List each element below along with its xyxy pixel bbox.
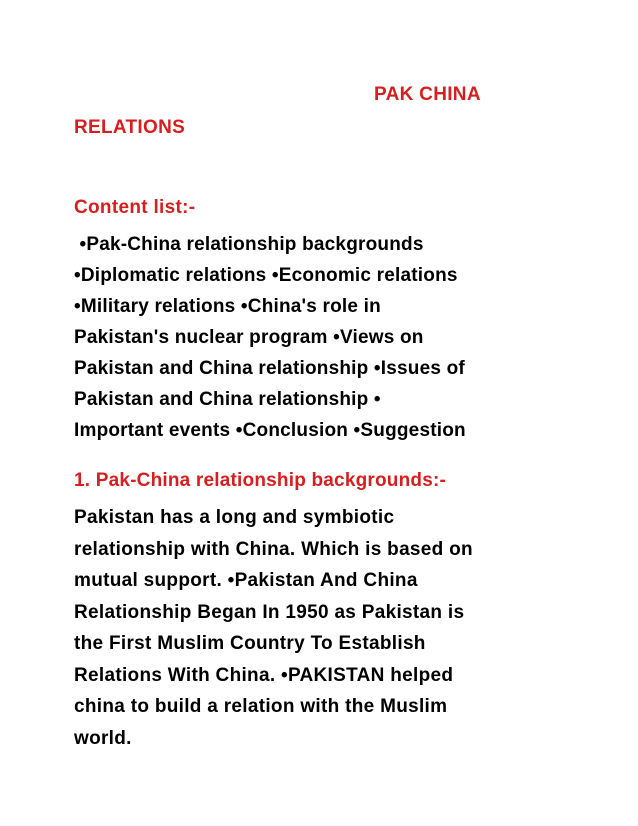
section-body-line: mutual support. •Pakistan And China (74, 570, 418, 591)
content-list-line: •Diplomatic relations •Economic relations (74, 265, 458, 286)
document-title-line2: RELATIONS (74, 117, 186, 138)
section-body-line: world. (74, 727, 132, 749)
section-body-line: Relations With China. •PAKISTAN helped (74, 664, 454, 686)
content-list-line: •Military relations •China's role in (74, 296, 381, 317)
section-body (74, 502, 569, 754)
content-list-line: •Pak-China relationship backgrounds (74, 234, 424, 255)
content-list-line: Pakistan and China relationship • (74, 389, 381, 410)
document-title-line1: PAK CHINA (374, 84, 481, 105)
content-list-line: Pakistan's nuclear program •Views on (74, 327, 424, 348)
section-body-line: the First Muslim Country To Establish (74, 633, 426, 654)
section-body-line: Pakistan has a long and symbiotic (74, 507, 395, 528)
content-list-line: Important events •Conclusion •Suggestion (74, 420, 466, 441)
section-heading: 1. Pak-China relationship backgrounds:- (74, 470, 447, 491)
section-body-line: Relationship Began In 1950 as Pakistan is (74, 601, 465, 623)
section-body-line: relationship with China. Which is based on (74, 538, 473, 560)
content-list-heading: Content list:- (74, 197, 196, 218)
content-list-line: Pakistan and China relationship •Issues of (74, 358, 465, 379)
content-list (74, 229, 569, 446)
section-body-line: china to build a relation with the Muslim (74, 696, 448, 717)
